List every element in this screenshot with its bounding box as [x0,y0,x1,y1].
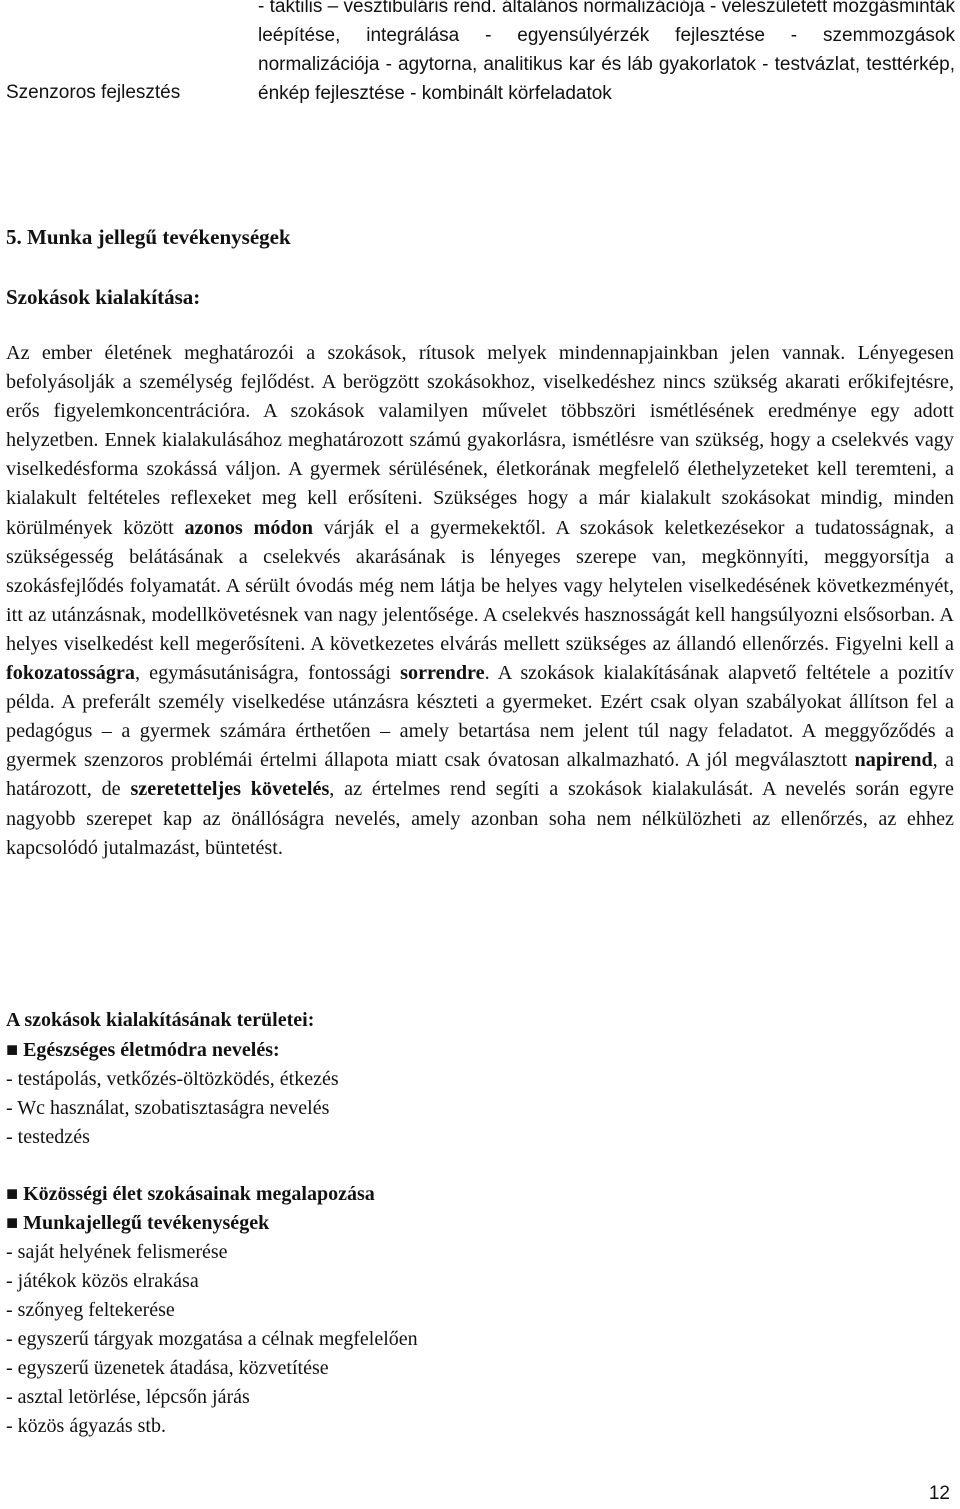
community-work-list [6,1180,926,1441]
list-heading-text: Közösségi élet szokásainak megalapozása [23,1183,375,1205]
list-item: - testedzés [6,1126,90,1148]
paragraph-text: . A szokások kialakításának alapvető feltétele a pozitív példa. A preferált személy viselkedése utánzásra készteti a gyermeket. Ezért csak olyan szabályokat állítson fel a pedagógus – a gyermek számára érthetően – amely betartása nem jelent túl nagy feladatot. A meggyőződés a gyermek szenzoros problémái értelmi állapota miatt csak óvatosan alkalmazható. A jól megválasztott [6,662,954,772]
list-item: - szőnyeg feltekerése [6,1299,175,1321]
healthy-lifestyle-list [6,1036,926,1152]
emphasis-same-way: azonos módon [184,516,313,539]
list-item: - saját helyének felismerése [6,1241,228,1263]
list-item: - közös ágyazás stb. [6,1415,166,1437]
table-row-text: - taktilis – vesztibuláris rend. általános normalizációja - veleszületett mozgásminták leépítése, integrálása - egyensúlyérzék fejlesztése - szemmozgások normalizációja - agytorna, analitikus kar és láb gyakorlatok - testvázlat, testtérkép, énkép fejlesztése - kombinált körfeladatok [258,0,955,104]
emphasis-loving-demand: szeretetteljes követelés [130,778,330,801]
paragraph-text: várják el a gyermekektől. A szokások keletkezésekor a tudatosságnak, a szükségesség belátásának a cselekvés akarásának is lényeges szerepe van, megkönnyíti, meggyorsítja a szokásfejlődés folyamatát. A sérült óvodás még nem látja be helyes vagy helytelen viselkedésének következményét, itt az utánzásnak, modellkövetésnek van nagy jelentősége. A cselekvés hasznosságát kell hangsúlyozni elsősorban. A helyes viselkedést kell megerősíteni. A következetes elvárás mellett szükséges az állandó ellenőrzés. Figyelni kell a [6,516,954,655]
table-row-label: Szenzoros fejlesztés [6,82,181,103]
list-item: - testápolás, vetkőzés-öltözködés, étkezés [6,1068,339,1090]
list-item: - Wc használat, szobatisztaságra nevelés [6,1097,330,1119]
list-heading [6,1209,926,1238]
habits-subheading: Szokások kialakítása: [6,285,201,309]
paragraph-text: , a határozott, de [6,749,954,801]
list-heading-text: Egészséges életmódra nevelés: [23,1039,280,1061]
section-heading: 5. Munka jellegű tevékenységek [6,225,291,249]
paragraph-text: , egymásutániságra, fontossági [134,662,401,685]
list-item: - játékok közös elrakása [6,1270,199,1292]
areas-heading: A szokások kialakításának területei: [6,1009,315,1031]
sensory-development-table [0,0,960,140]
list-item: - asztal letörlése, lépcsőn járás [6,1386,250,1408]
emphasis-order: sorrendre [400,662,485,685]
emphasis-gradualness: fokozatosságra [6,662,135,685]
square-bullet-icon: ■ [6,1183,19,1205]
emphasis-daily-routine: napirend [854,749,933,772]
paragraph-text: , az értelmes rend segíti a szokások kialakulását. A nevelés során egyre nagyobb szerepet kap az önállóságra nevelés, amely azonban soha nem nélkülözheti az ellenőrzés, az ehhez kapcsolódó jutalmazást, büntetést. [6,778,954,859]
list-heading [6,1180,926,1209]
list-item: - egyszerű üzenetek átadása, közvetítése [6,1357,329,1379]
paragraph-text: Az ember életének meghatározói a szokások, rítusok melyek mindennapjainkban jelen vannak. Lényegesen befolyásolják a személység fejlődést. A berögzött szokásokhoz, viselkedéshez nincs szükség akarati erőkifejtésre, erős figyelemkoncentrációra. A szokások valamilyen művelet többszöri ismétlésének eredménye egy adott helyzetben. Ennek kialakulásához meghatározott számú gyakorlásra, ismétlésre van szükség, hogy a cselekvés vagy viselkedésforma szokássá váljon. A gyermek sérülésének, életkorának megfelelő élethelyzeteket kell teremteni, a kialakult feltételes reflexeket meg kell erősíteni. Szükséges hogy a már kialakult szokásokat mindig, minden körülmények között [6,342,954,539]
habits-paragraph [6,339,954,863]
list-heading-text: Munkajellegű tevékenységek [23,1212,270,1234]
list-item: - egyszerű tárgyak mozgatása a célnak megfelelően [6,1328,418,1350]
square-bullet-icon: ■ [6,1039,19,1061]
square-bullet-icon: ■ [6,1212,19,1234]
list-heading [6,1036,926,1065]
page-number: 12 [928,1483,950,1504]
